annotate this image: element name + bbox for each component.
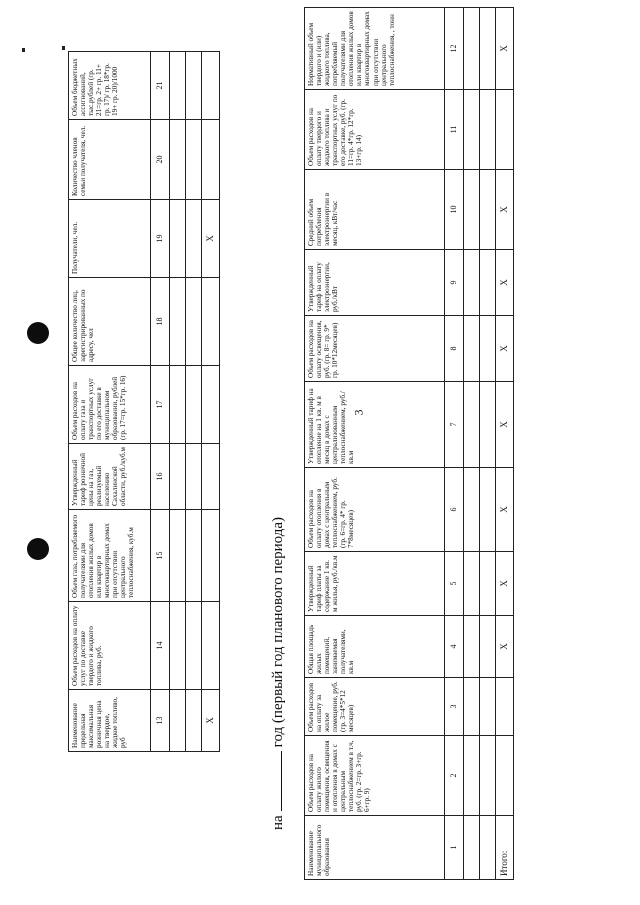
table-cell bbox=[202, 366, 220, 444]
x-mark: X bbox=[202, 690, 220, 752]
total-label: Итого: bbox=[496, 816, 514, 880]
table-cell bbox=[170, 278, 186, 366]
table-cell bbox=[464, 816, 480, 880]
header-cell: Объем бюджетных ассигнований, тыс.рублей (гр. 21=гр. 2+ гр. 11+ гр. 17)/ гр. 18*гр. 19+ гр. 20)/1000 bbox=[69, 52, 151, 120]
table-cell bbox=[170, 444, 186, 510]
column-number: 13 bbox=[151, 690, 170, 752]
table-cell bbox=[480, 616, 496, 678]
header-row bbox=[305, 8, 445, 880]
column-number: 7 bbox=[445, 382, 464, 468]
table-top-wrapper bbox=[68, 51, 220, 752]
header-cell: Наименование предельная максимальная розничная цена на твердое, жидкое топливо, руб bbox=[69, 690, 151, 752]
header-cell: Объем газа, потребляемого получателями для отопления жилых домов или квартир в многоквартирных домах при отсутствии центрального теплоснабжения, куб.м bbox=[69, 510, 151, 602]
binder-hole-bottom bbox=[27, 538, 49, 560]
table-cell bbox=[170, 52, 186, 120]
table-cell bbox=[464, 736, 480, 816]
table-cell bbox=[464, 316, 480, 382]
table-cell bbox=[186, 510, 202, 602]
header-cell: Объем расходов на оплату освещения, руб. (гр. 8= гр. 9* гр. 10*12месяцев) bbox=[305, 316, 445, 382]
period-caption bbox=[270, 517, 287, 830]
table-cell bbox=[464, 552, 480, 616]
table-cell bbox=[480, 678, 496, 736]
table-cell bbox=[186, 444, 202, 510]
header-cell: Объем расходов на оплату газа и транспортных услуг по его доставке в муниципальном образовании, рублей (гр. 17=гр. 15*гр. 16) bbox=[69, 366, 151, 444]
table-cell bbox=[202, 120, 220, 200]
table-cell bbox=[202, 444, 220, 510]
table-cell bbox=[186, 200, 202, 278]
header-cell: Объем расходов на оплату твердого и жидкого топлива и транспортных услуг по его доставке, руб. (гр. 11=гр. 4*гр. 12*гр. 13+гр. 14) bbox=[305, 90, 445, 170]
table-cell bbox=[464, 90, 480, 170]
table-row bbox=[464, 8, 480, 880]
header-cell: Общая площадь жилых помещений, занимаемая получателями, кв.м bbox=[305, 616, 445, 678]
column-number: 14 bbox=[151, 602, 170, 690]
column-number: 6 bbox=[445, 468, 464, 552]
column-number: 9 bbox=[445, 250, 464, 316]
table-cell bbox=[464, 468, 480, 552]
column-number: 11 bbox=[445, 90, 464, 170]
header-cell: Утвержденный тариф на оплату электроэнергии, руб./кВт bbox=[305, 250, 445, 316]
column-number: 19 bbox=[151, 200, 170, 278]
column-number: 18 bbox=[151, 278, 170, 366]
table-top bbox=[68, 51, 220, 752]
table-row bbox=[186, 52, 202, 752]
table-row bbox=[170, 52, 186, 752]
column-number: 15 bbox=[151, 510, 170, 602]
x-mark: X bbox=[496, 316, 514, 382]
column-number: 20 bbox=[151, 120, 170, 200]
column-number: 5 bbox=[445, 552, 464, 616]
column-number: 21 bbox=[151, 52, 170, 120]
table-cell bbox=[464, 678, 480, 736]
x-mark: X bbox=[496, 616, 514, 678]
x-mark: X bbox=[496, 170, 514, 250]
table-cell bbox=[170, 510, 186, 602]
table-cell bbox=[170, 602, 186, 690]
table-cell bbox=[202, 510, 220, 602]
table-cell bbox=[496, 678, 514, 736]
table-cell bbox=[464, 382, 480, 468]
table-cell bbox=[170, 200, 186, 278]
table-cell bbox=[170, 366, 186, 444]
header-cell: Утвержденный тариф розничной цены на газ, реализуемый населению Сахалинской области, руб./куб.м bbox=[69, 444, 151, 510]
table-cell bbox=[496, 90, 514, 170]
table-cell bbox=[480, 468, 496, 552]
header-cell: Объем расходов на оплату отопления в домах с центральным теплоснабжением, руб. (гр. 6=гр. 4* гр. 7*8месяцев) bbox=[305, 468, 445, 552]
column-number: 8 bbox=[445, 316, 464, 382]
table-cell bbox=[480, 316, 496, 382]
table-cell bbox=[480, 250, 496, 316]
table-cell bbox=[186, 690, 202, 752]
table-cell bbox=[464, 616, 480, 678]
table-cell bbox=[186, 278, 202, 366]
header-cell: Объем расходов на оплату услуг по доставке твердого и жидкого топлива, руб. bbox=[69, 602, 151, 690]
period-prefix: на bbox=[270, 815, 286, 830]
table-cell bbox=[202, 602, 220, 690]
header-row bbox=[69, 52, 151, 752]
x-mark: X bbox=[202, 200, 220, 278]
column-number: 2 bbox=[445, 736, 464, 816]
page-number: 3 bbox=[351, 409, 366, 416]
x-mark: X bbox=[496, 552, 514, 616]
table-bottom bbox=[304, 7, 514, 880]
column-number: 12 bbox=[445, 8, 464, 90]
table-cell bbox=[480, 382, 496, 468]
table-cell bbox=[480, 552, 496, 616]
x-mark: X bbox=[496, 250, 514, 316]
header-cell: Объем расходов на оплату за жилое помещение, руб. (гр. 3=4*5*12 месяцев) bbox=[305, 678, 445, 736]
year-blank bbox=[281, 751, 282, 811]
table-cell bbox=[186, 366, 202, 444]
header-cell: Количество членов семьи получателя, чел. bbox=[69, 120, 151, 200]
table-cell bbox=[480, 816, 496, 880]
table-cell bbox=[464, 8, 480, 90]
x-mark: X bbox=[496, 468, 514, 552]
header-cell: Утвержденный тариф платы за содержание 1 кв. м жилья, руб./кв.м bbox=[305, 552, 445, 616]
table-cell bbox=[170, 690, 186, 752]
x-mark: X bbox=[496, 8, 514, 90]
scan-speck bbox=[22, 48, 25, 52]
table-cell bbox=[170, 120, 186, 200]
table-cell bbox=[480, 170, 496, 250]
table-cell bbox=[480, 736, 496, 816]
scan-speck bbox=[62, 46, 65, 50]
table-cell bbox=[186, 52, 202, 120]
header-cell: Нормативный объем твердого и (или) жидкого топлива, потребляемый получателями для отопления жилых домов или квартир в многоквартирных домах при отсутствии центрального теплоснабжения, , тонн bbox=[305, 8, 445, 90]
binder-hole-top bbox=[27, 322, 49, 344]
column-number: 10 bbox=[445, 170, 464, 250]
table-cell bbox=[186, 602, 202, 690]
table-bottom-wrapper bbox=[304, 7, 514, 880]
table-cell bbox=[202, 52, 220, 120]
table-cell bbox=[480, 90, 496, 170]
header-cell: Утвержденный тариф на отопление на 1 кв. м в месяц в домах с централизованным теплоснабжением, руб./кв.м bbox=[305, 382, 445, 468]
column-number-row bbox=[445, 8, 464, 880]
column-number-row bbox=[151, 52, 170, 752]
header-cell: Общее количество лиц, зарегистрированных по адресу, чел bbox=[69, 278, 151, 366]
column-number: 17 bbox=[151, 366, 170, 444]
header-cell: Наименование муниципального образования bbox=[305, 816, 445, 880]
header-cell: Средний объем потребления электроэнергии в месяц, кВт/час bbox=[305, 170, 445, 250]
x-mark: X bbox=[496, 382, 514, 468]
column-number: 1 bbox=[445, 816, 464, 880]
column-number: 3 bbox=[445, 678, 464, 736]
table-cell bbox=[186, 120, 202, 200]
table-cell bbox=[464, 250, 480, 316]
table-cell bbox=[496, 736, 514, 816]
table-row bbox=[480, 8, 496, 880]
column-number: 4 bbox=[445, 616, 464, 678]
total-row bbox=[202, 52, 220, 752]
column-number: 16 bbox=[151, 444, 170, 510]
table-cell bbox=[480, 8, 496, 90]
header-cell: Получатели, чел. bbox=[69, 200, 151, 278]
table-cell bbox=[464, 170, 480, 250]
total-row bbox=[496, 8, 514, 880]
table-cell bbox=[202, 278, 220, 366]
header-cell: Объем расходов на оплату жилого помещения, освещения и отопления в домах с центральным теплоснабжением в т.ч, руб. (гр. 2=гр. 3+гр. 6+гр. 9) bbox=[305, 736, 445, 816]
period-text: год (первый год планового периода) bbox=[270, 516, 286, 748]
